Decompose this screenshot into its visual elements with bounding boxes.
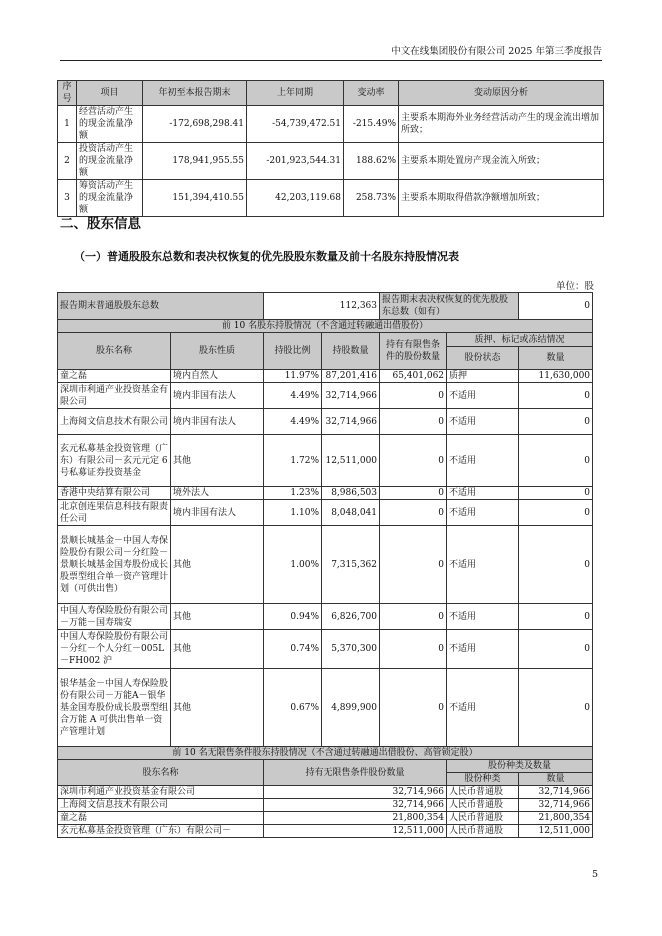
cell-name: 童之磊 [58,370,171,383]
page-number: 5 [591,869,598,880]
cell-ratio: 11.97% [264,370,322,383]
col-qty: 持股数量 [322,333,380,370]
cell-pledge-qty: 0 [519,526,593,604]
cell-item: 筹资活动产生的现金流量净额 [77,180,143,217]
cell-ratio: 1.23% [264,487,322,500]
table-row [58,799,593,812]
cell-status: 不适用 [447,604,519,630]
cell-qty: 21,800,354 [264,812,447,825]
cell-ratio: 1.72% [264,435,322,487]
cell-rate: 258.73% [344,180,399,217]
table-row [58,669,593,747]
cell-name: 童之磊 [58,812,264,825]
cell-name: 中国人寿保险股份有限公司－万能－国寿瑞安 [58,604,171,630]
cell-pledge-qty: 0 [519,435,593,487]
table-row [58,500,593,526]
cell-reason: 主要系本期取得借款净额增加所致； [399,180,604,217]
cell-pledge-qty: 0 [519,630,593,669]
cashflow-header-row [58,81,604,106]
cell-restricted: 0 [380,669,447,747]
cell-status: 不适用 [447,383,519,409]
cell-nature: 其他 [171,435,264,487]
cell-kind: 人民币普通股 [447,786,519,799]
cell-ratio: 0.94% [264,604,322,630]
cell-ytd: 178,941,955.55 [143,143,247,180]
table-row [58,630,593,669]
cell-status: 不适用 [447,500,519,526]
cell-qty: 32,714,966 [264,786,447,799]
unit-label: 单位：股 [555,281,594,292]
cell-nature: 境内非国有法人 [171,383,264,409]
col-name: 股东名称 [58,333,171,370]
cell-prior: -201,923,544.31 [247,143,344,180]
col-no: 序号 [58,81,77,106]
cell-restricted: 0 [380,630,447,669]
table-row [58,435,593,487]
cell-amount: 32,714,966 [519,786,593,799]
unres-title-row [58,747,593,760]
table-row [58,604,593,630]
top10-title-row [58,320,593,333]
unres-col-qty: 持有无限售条件股份数量 [264,760,447,786]
col-pledge: 质押、标记或冻结情况 [447,333,593,347]
cell-name: 玄元私募基金投资管理（广东）有限公司－ [58,825,264,838]
header-divider [60,60,602,61]
cell-rate: -215.49% [344,106,399,143]
cell-qty: 7,315,362 [322,526,380,604]
cell-ytd: 151,394,410.55 [143,180,247,217]
total-holders-value: 112,363 [264,293,380,320]
cell-qty: 4,899,900 [322,669,380,747]
cell-status: 不适用 [447,669,519,747]
cell-status: 不适用 [447,630,519,669]
report-header: 中文在线集团股份有限公司 2025 年第三季度报告 [391,46,602,57]
cell-restricted: 0 [380,500,447,526]
cell-kind: 人民币普通股 [447,825,519,838]
cell-name: 银华基金－中国人寿保险股份有限公司－万能A－银华基金国寿股份成长股票型组合万能 A 可供出售单一资产管理计划 [58,669,171,747]
cell-prior: 42,203,119.68 [247,180,344,217]
cell-no: 3 [58,180,77,217]
table-row [58,370,593,383]
col-ytd: 年初至本报告期末 [143,81,247,106]
cell-qty: 12,511,000 [322,435,380,487]
cell-nature: 其他 [171,630,264,669]
cell-name: 上海阅文信息技术有限公司 [58,799,264,812]
unres-col-name: 股东名称 [58,760,264,786]
cell-prior: -54,739,472.51 [247,106,344,143]
cell-qty: 6,826,700 [322,604,380,630]
table-row [58,487,593,500]
cell-ratio: 4.49% [264,409,322,435]
cell-ratio: 1.10% [264,500,322,526]
cell-pledge-qty: 0 [519,604,593,630]
cell-qty: 12,511,000 [264,825,447,838]
cell-status: 不适用 [447,526,519,604]
table-row [58,526,593,604]
cell-name: 玄元私募基金投资管理（广东）有限公司－玄元元定 6 号私募证券投资基金 [58,435,171,487]
col-nature: 股东性质 [171,333,264,370]
col-pledge-qty: 数量 [519,347,593,370]
cell-kind: 人民币普通股 [447,799,519,812]
cell-no: 1 [58,106,77,143]
col-item: 项目 [77,81,143,106]
cell-ytd: -172,698,298.41 [143,106,247,143]
table-row [58,409,593,435]
cell-name: 深圳市利通产业投资基金有限公司 [58,383,171,409]
col-ratio: 持股比例 [264,333,322,370]
top10-rows [58,370,593,747]
cell-name: 深圳市利通产业投资基金有限公司 [58,786,264,799]
unres-col-amount: 数量 [519,773,593,786]
cell-no: 2 [58,143,77,180]
table-row [58,106,604,143]
unres-col-type: 股份种类及数量 [447,760,593,773]
unres-rows [58,786,593,838]
cell-name: 景顺长城基金－中国人寿保险股份有限公司－分红险－景顺长城基金国寿股份成长股票型组合单一资产管理计划（可供出售） [58,526,171,604]
cell-item: 投资活动产生的现金流量净额 [77,143,143,180]
cell-name: 中国人寿保险股份有限公司－分红－个人分红－005L－FH002 沪 [58,630,171,669]
cell-item: 经营活动产生的现金流量净额 [77,106,143,143]
cell-reason: 主要系本期海外业务经营活动产生的现金流出增加所致； [399,106,604,143]
cell-restricted: 65,401,062 [380,370,447,383]
table-row [58,143,604,180]
unres-col-kind: 股份种类 [447,773,519,786]
cell-nature: 境内非国有法人 [171,409,264,435]
cell-nature: 境外法人 [171,487,264,500]
unres-title: 前 10 名无限售条件股东持股情况（不含通过转融通出借股份、高管锁定股） [58,747,593,760]
col-reason: 变动原因分析 [399,81,604,106]
cell-pledge-qty: 0 [519,669,593,747]
cell-reason: 主要系本期处置房产现金流入所致； [399,143,604,180]
total-holders-label: 报告期末普通股股东总数 [58,293,264,320]
col-restricted: 持有有限售条件的股份数量 [380,333,447,370]
col-status: 股份状态 [447,347,519,370]
cell-amount: 21,800,354 [519,812,593,825]
cell-ratio: 4.49% [264,383,322,409]
cell-pledge-qty: 11,630,000 [519,370,593,383]
section-title: 二、股东信息 [60,216,141,232]
cell-name: 上海阅文信息技术有限公司 [58,409,171,435]
cell-amount: 32,714,966 [519,799,593,812]
cell-nature: 境内非国有法人 [171,500,264,526]
cell-nature: 其他 [171,526,264,604]
cell-name: 北京创连果信息科技有限责任公司 [58,500,171,526]
cell-nature: 其他 [171,669,264,747]
unres-header-row [58,760,593,773]
cell-pledge-qty: 0 [519,409,593,435]
top10-header-row [58,333,593,347]
cell-status: 不适用 [447,435,519,487]
cell-restricted: 0 [380,487,447,500]
cell-nature: 其他 [171,604,264,630]
cell-restricted: 0 [380,435,447,487]
shareholder-table [57,292,593,838]
cell-restricted: 0 [380,604,447,630]
cell-nature: 境内自然人 [171,370,264,383]
top10-title: 前 10 名股东持股情况（不含通过转融通出借股份） [58,320,593,333]
cell-ratio: 1.00% [264,526,322,604]
cell-pledge-qty: 0 [519,383,593,409]
totals-row [58,293,593,320]
cell-pledge-qty: 0 [519,487,593,500]
cell-qty: 8,048,041 [322,500,380,526]
table-row [58,825,593,838]
cashflow-table [57,80,604,217]
cell-rate: 188.62% [344,143,399,180]
cell-qty: 8,986,503 [322,487,380,500]
pref-holders-value: 0 [519,293,593,320]
table-row [58,180,604,217]
cell-restricted: 0 [380,409,447,435]
cell-qty: 87,201,416 [322,370,380,383]
cell-ratio: 0.67% [264,669,322,747]
cell-status: 不适用 [447,409,519,435]
cell-qty: 5,370,300 [322,630,380,669]
cell-status: 质押 [447,370,519,383]
cell-restricted: 0 [380,383,447,409]
table-row [58,812,593,825]
cell-name: 香港中央结算有限公司 [58,487,171,500]
cell-ratio: 0.74% [264,630,322,669]
table-row [58,383,593,409]
cell-pledge-qty: 0 [519,500,593,526]
cell-qty: 32,714,966 [264,799,447,812]
cell-kind: 人民币普通股 [447,812,519,825]
cell-status: 不适用 [447,487,519,500]
cell-restricted: 0 [380,526,447,604]
cell-qty: 32,714,966 [322,383,380,409]
pref-holders-label: 报告期末表决权恢复的优先股股东总数（如有） [380,293,519,320]
cell-qty: 32,714,966 [322,409,380,435]
subsection-title: （一）普通股股东总数和表决权恢复的优先股股东数量及前十名股东持股情况表 [74,250,459,263]
table-row [58,786,593,799]
col-prior: 上年同期 [247,81,344,106]
cell-amount: 12,511,000 [519,825,593,838]
col-rate: 变动率 [344,81,399,106]
